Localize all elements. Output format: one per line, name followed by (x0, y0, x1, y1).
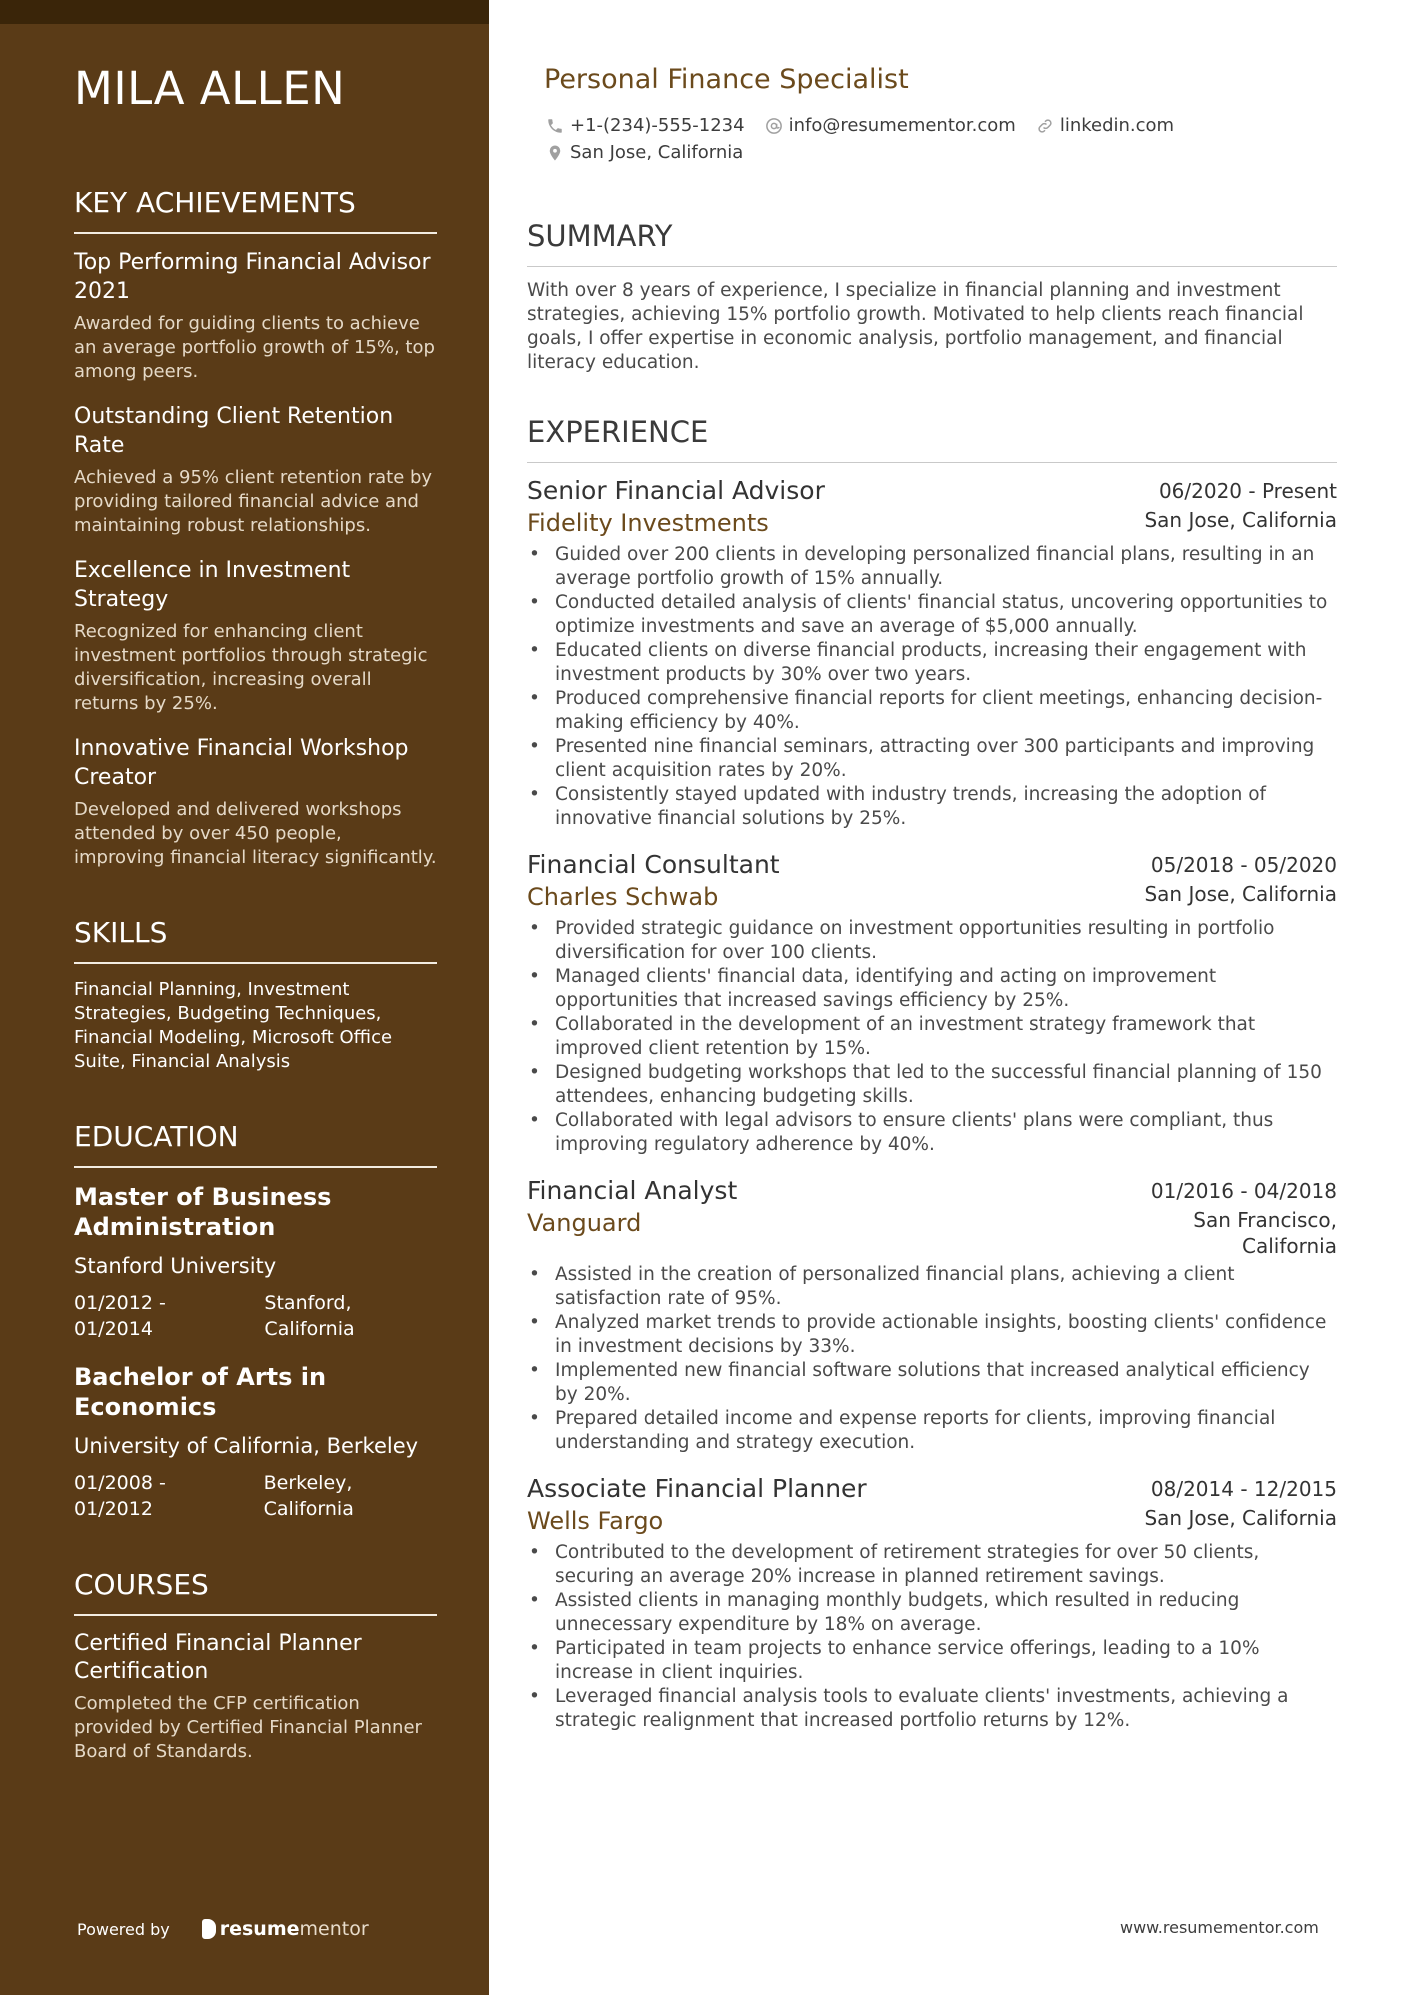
contact-phone[interactable] (546, 115, 745, 136)
job-bullet: • Participated in team projects to enhance service offerings, leading to a 10% increase in client inquiries. (527, 1637, 1337, 1685)
contact-linkedin[interactable] (1036, 115, 1174, 136)
education-degree: Master of Business Administration (74, 1183, 332, 1241)
skills-section (74, 916, 437, 1074)
job-bullet: • Collaborated with legal advisors to ensure clients' plans were compliant, thus improving regulatory adherence by 40%. (527, 1109, 1337, 1157)
achievement-title: Innovative Financial Workshop Creator (74, 736, 409, 790)
job-role: Senior Financial Advisor (527, 476, 825, 505)
job-bullet: • Guided over 200 clients in developing personalized financial plans, resulting in an average portfolio growth of 15% annually. (527, 543, 1337, 591)
job-bullet: • Leveraged financial analysis tools to evaluate clients' investments, achieving a strategic realignment that increased portfolio returns by 12%. (527, 1685, 1337, 1733)
job-bullets (527, 543, 1337, 831)
summary-heading: SUMMARY (527, 218, 1337, 267)
sidebar-top-bar (0, 0, 489, 24)
brand-name-bold: resume (219, 1918, 300, 1940)
brand-name-light: mentor (299, 1918, 369, 1940)
job-bullet: • Assisted in the creation of personalized financial plans, achieving a client satisfaction rate of 95%. (527, 1263, 1337, 1311)
linkedin-text: linkedin.com (1059, 115, 1175, 136)
job-bullet: • Presented nine financial seminars, attracting over 300 participants and improving client acquisition rates by 20%. (527, 735, 1337, 783)
phone-icon (546, 117, 564, 135)
contact-location (546, 142, 743, 163)
powered-by (77, 1918, 369, 1940)
education-degree: Bachelor of Arts in Economics (74, 1363, 327, 1421)
link-icon (1036, 117, 1054, 135)
job-company: Charles Schwab (527, 883, 719, 911)
achievement-title: Top Performing Financial Advisor 2021 (74, 250, 431, 304)
achievement-item (74, 402, 437, 538)
job-bullet: • Provided strategic guidance on investment opportunities resulting in portfolio diversification for over 100 clients. (527, 917, 1337, 965)
contact-email[interactable] (765, 115, 1016, 136)
achievement-item (74, 556, 437, 716)
job-dates: 01/2016 - 04/2018 (1150, 1179, 1337, 1203)
job-bullet: • Contributed to the development of retirement strategies for over 50 clients, securing an average 20% increase in planned retirement savings. (527, 1541, 1337, 1589)
job-dates: 08/2014 - 12/2015 (1150, 1477, 1337, 1501)
achievement-desc: Recognized for enhancing client investment portfolios through strategic diversification, increasing overall returns by 25%. (74, 621, 428, 714)
job-entry (527, 1175, 1337, 1455)
location-text: San Jose, California (570, 142, 744, 163)
job-location: San Jose, California (1144, 882, 1337, 906)
job-bullet: • Assisted clients in managing monthly budgets, which resulted in reducing unnecessary expenditure by 18% on average. (527, 1589, 1337, 1637)
experience-section (527, 414, 1337, 1733)
job-bullet: • Collaborated in the development of an investment strategy framework that improved client retention by 15%. (527, 1013, 1337, 1061)
contact-info (546, 112, 1326, 166)
summary-text: With over 8 years of experience, I specialize in financial planning and investment strategies, achieving 15% portfolio growth. Motivated to help clients reach financial goals, I offer expertise in economic analysis, portfolio management, and financial literacy education. (527, 280, 1304, 373)
education-item (74, 1362, 437, 1522)
job-location: San Jose, California (1144, 508, 1337, 532)
education-school: Stanford University (74, 1254, 277, 1278)
achievement-desc: Achieved a 95% client retention rate by providing tailored financial advice and maintaining robust relationships. (74, 467, 433, 536)
achievement-desc: Awarded for guiding clients to achieve an average portfolio growth of 15%, top among peers. (74, 313, 435, 382)
candidate-name: MILA ALLEN (74, 62, 346, 115)
job-bullet: • Prepared detailed income and expense reports for clients, improving financial understanding and strategy execution. (527, 1407, 1337, 1455)
job-bullet: • Implemented new financial software solutions that increased analytical efficiency by 20%. (527, 1359, 1337, 1407)
phone-text: +1-(234)-555-1234 (570, 115, 745, 136)
job-bullet: • Conducted detailed analysis of clients' financial status, uncovering opportunities to optimize investments and save an average of $5,000 annually. (527, 591, 1337, 639)
job-role: Financial Analyst (527, 1176, 738, 1205)
resumementor-logo-icon (202, 1919, 216, 1939)
summary-section (527, 218, 1337, 375)
education-section (74, 1120, 437, 1522)
job-entry (527, 475, 1337, 831)
job-location: San Francisco, California (1193, 1208, 1337, 1258)
job-bullet: • Educated clients on diverse financial products, increasing their engagement with investment products by 30% over two years. (527, 639, 1337, 687)
achievements-heading: KEY ACHIEVEMENTS (74, 186, 437, 234)
course-title: Certified Financial Planner Certification (74, 1631, 362, 1684)
job-company: Fidelity Investments (527, 509, 769, 537)
powered-by-label: Powered by (77, 1919, 170, 1939)
job-bullet: • Consistently stayed updated with industry trends, increasing the adoption of innovative financial solutions by 25%. (527, 783, 1337, 831)
achievement-title: Outstanding Client Retention Rate (74, 404, 394, 458)
job-bullets (527, 1541, 1337, 1733)
at-sign-icon (765, 117, 783, 135)
education-location: Berkeley, California (263, 1472, 354, 1520)
job-bullet: • Produced comprehensive financial reports for client meetings, enhancing decision-making efficiency by 40%. (527, 687, 1337, 735)
education-location: Stanford, California (264, 1292, 355, 1340)
email-text: info@resumementor.com (788, 115, 1016, 136)
sidebar (0, 0, 489, 1995)
job-bullet: • Managed clients' financial data, identifying and acting on improvement opportunities that increased savings efficiency by 25%. (527, 965, 1337, 1013)
location-pin-icon (546, 144, 564, 162)
courses-heading: COURSES (74, 1568, 437, 1616)
education-item (74, 1182, 437, 1342)
experience-heading: EXPERIENCE (527, 414, 1337, 463)
courses-section (74, 1568, 437, 1764)
education-dates: 01/2012 - 01/2014 (74, 1292, 166, 1340)
job-bullet: • Analyzed market trends to provide actionable insights, boosting clients' confidence in investment decisions by 33%. (527, 1311, 1337, 1359)
education-heading: EDUCATION (74, 1120, 437, 1168)
job-company: Vanguard (527, 1209, 642, 1237)
course-desc: Completed the CFP certification provided by Certified Financial Planner Board of Standards. (74, 1693, 422, 1762)
skills-heading: SKILLS (74, 916, 437, 964)
job-dates: 06/2020 - Present (1158, 479, 1337, 503)
achievement-item (74, 734, 437, 870)
job-entry (527, 1473, 1337, 1733)
job-bullets (527, 1263, 1337, 1455)
job-role: Associate Financial Planner (527, 1474, 867, 1503)
education-school: University of California, Berkeley (74, 1434, 419, 1458)
achievement-title: Excellence in Investment Strategy (74, 558, 351, 612)
job-entry (527, 849, 1337, 1157)
achievements-section (74, 186, 437, 870)
job-role: Financial Consultant (527, 850, 780, 879)
job-bullet: • Designed budgeting workshops that led to the successful financial planning of 150 attendees, enhancing budgeting skills. (527, 1061, 1337, 1109)
job-company: Wells Fargo (527, 1507, 664, 1535)
job-bullets (527, 917, 1337, 1157)
skills-list: Financial Planning, Investment Strategies, Budgeting Techniques, Financial Modeling, Microsoft Office Suite, Financial Analysis (74, 979, 393, 1072)
headline-title: Personal Finance Specialist (544, 64, 909, 95)
achievement-item (74, 248, 437, 384)
brand-logo[interactable] (202, 1918, 369, 1940)
achievement-desc: Developed and delivered workshops attended by over 450 people, improving financial literacy significantly. (74, 799, 437, 868)
footer-website-link[interactable]: www.resumementor.com (1120, 1918, 1319, 1937)
job-dates: 05/2018 - 05/2020 (1150, 853, 1337, 877)
job-location: San Jose, California (1144, 1506, 1337, 1530)
education-dates: 01/2008 - 01/2012 (74, 1472, 166, 1520)
